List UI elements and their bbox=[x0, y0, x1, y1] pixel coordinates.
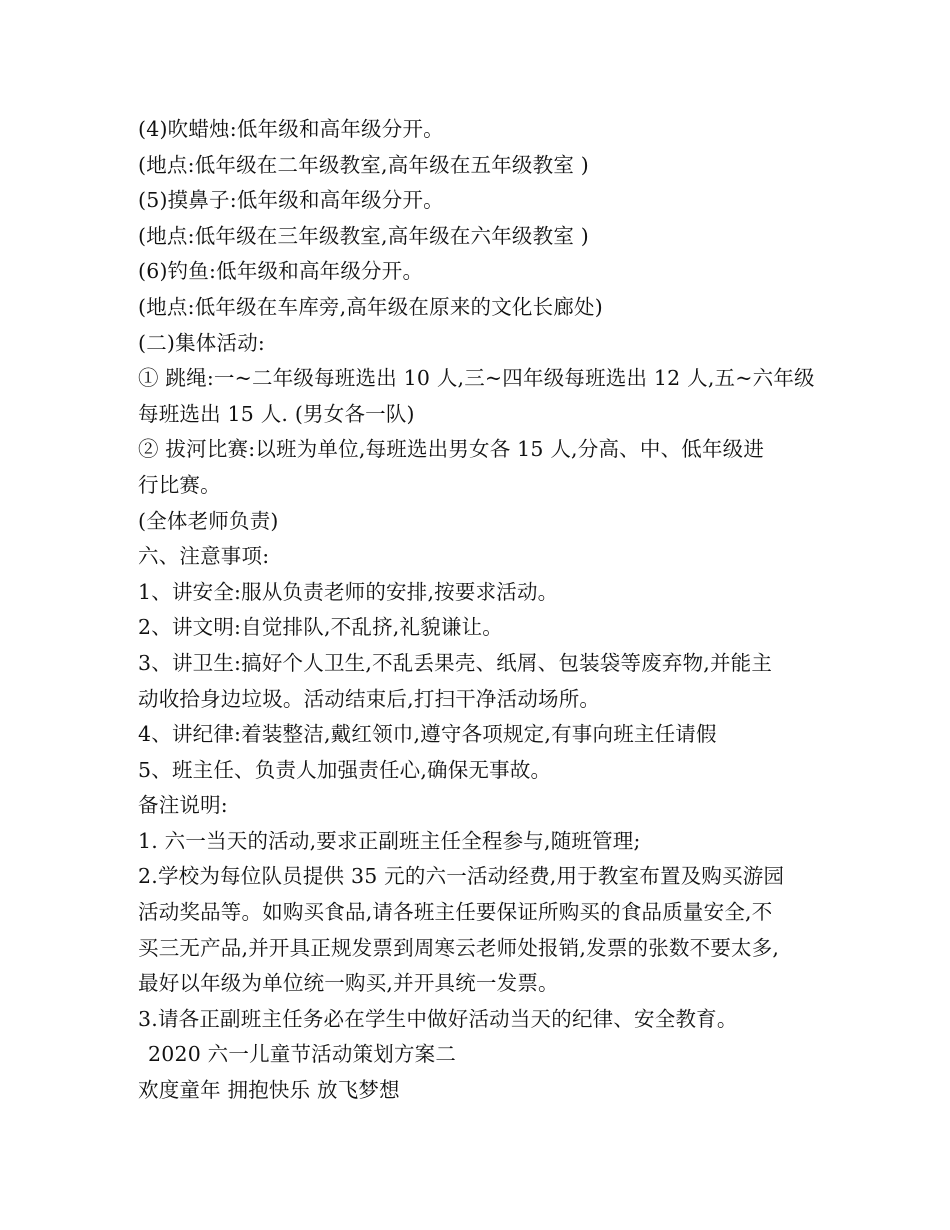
document-body bbox=[138, 112, 828, 1109]
document-subtitle: 欢度童年 拥抱快乐 放飞梦想 bbox=[138, 1078, 400, 1103]
text-line: 2、讲文明:自觉排队,不乱挤,礼貌谦让。 bbox=[138, 615, 503, 640]
text-line: ② 拔河比赛:以班为单位,每班选出男女各 15 人,分高、中、低年级进 bbox=[138, 437, 765, 462]
text-line: (地点:低年级在二年级教室,高年级在五年级教室 ) bbox=[138, 152, 589, 177]
text-line: 买三无产品,并开具正规发票到周寒云老师处报销,发票的张数不要太多, bbox=[138, 935, 780, 960]
document-title: 2020 六一儿童节活动策划方案二 bbox=[148, 1042, 457, 1067]
text-line: 每班选出 15 人. (男女各一队) bbox=[138, 401, 415, 426]
text-line: 2.学校为每位队员提供 35 元的六一活动经费,用于教室布置及购买游园 bbox=[138, 864, 785, 889]
text-line: 活动奖品等。如购买食品,请各班主任要保证所购买的食品质量安全,不 bbox=[138, 900, 773, 925]
text-line: (4)吹蜡烛:低年级和高年级分开。 bbox=[138, 117, 444, 141]
section-heading: 备注说明: bbox=[138, 793, 228, 818]
text-line: 5、班主任、负责人加强责任心,确保无事故。 bbox=[138, 757, 552, 782]
text-line: 1. 六一当天的活动,要求正副班主任全程参与,随班管理; bbox=[138, 828, 641, 853]
text-line: 3、讲卫生:搞好个人卫生,不乱丢果壳、纸屑、包装袋等废弃物,并能主 bbox=[138, 650, 773, 675]
text-line: (全体老师负责) bbox=[138, 508, 279, 533]
text-line: 动收拾身边垃圾。活动结束后,打扫干净活动场所。 bbox=[138, 686, 601, 711]
text-line: 4、讲纪律:着装整洁,戴红领巾,遵守各项规定,有事向班主任请假 bbox=[138, 722, 717, 747]
text-line: 最好以年级为单位统一购买,并开具统一发票。 bbox=[138, 971, 559, 996]
text-line: 行比赛。 bbox=[138, 472, 221, 497]
text-line: 3.请各正副班主任务必在学生中做好活动当天的纪律、安全教育。 bbox=[138, 1006, 738, 1031]
section-heading: (二)集体活动: bbox=[138, 330, 266, 355]
text-line: (地点:低年级在三年级教室,高年级在六年级教室 ) bbox=[138, 223, 589, 248]
text-line: (地点:低年级在车库旁,高年级在原来的文化长廊处) bbox=[138, 294, 603, 319]
text-line: ① 跳绳:一~二年级每班选出 10 人,三~四年级每班选出 12 人,五~六年级 bbox=[138, 366, 815, 391]
text-line: (5)摸鼻子:低年级和高年级分开。 bbox=[138, 188, 444, 213]
section-heading: 六、注意事项: bbox=[138, 544, 270, 569]
text-line: 1、讲安全:服从负责老师的安排,按要求活动。 bbox=[138, 579, 559, 604]
text-line: (6)钓鱼:低年级和高年级分开。 bbox=[138, 259, 424, 284]
